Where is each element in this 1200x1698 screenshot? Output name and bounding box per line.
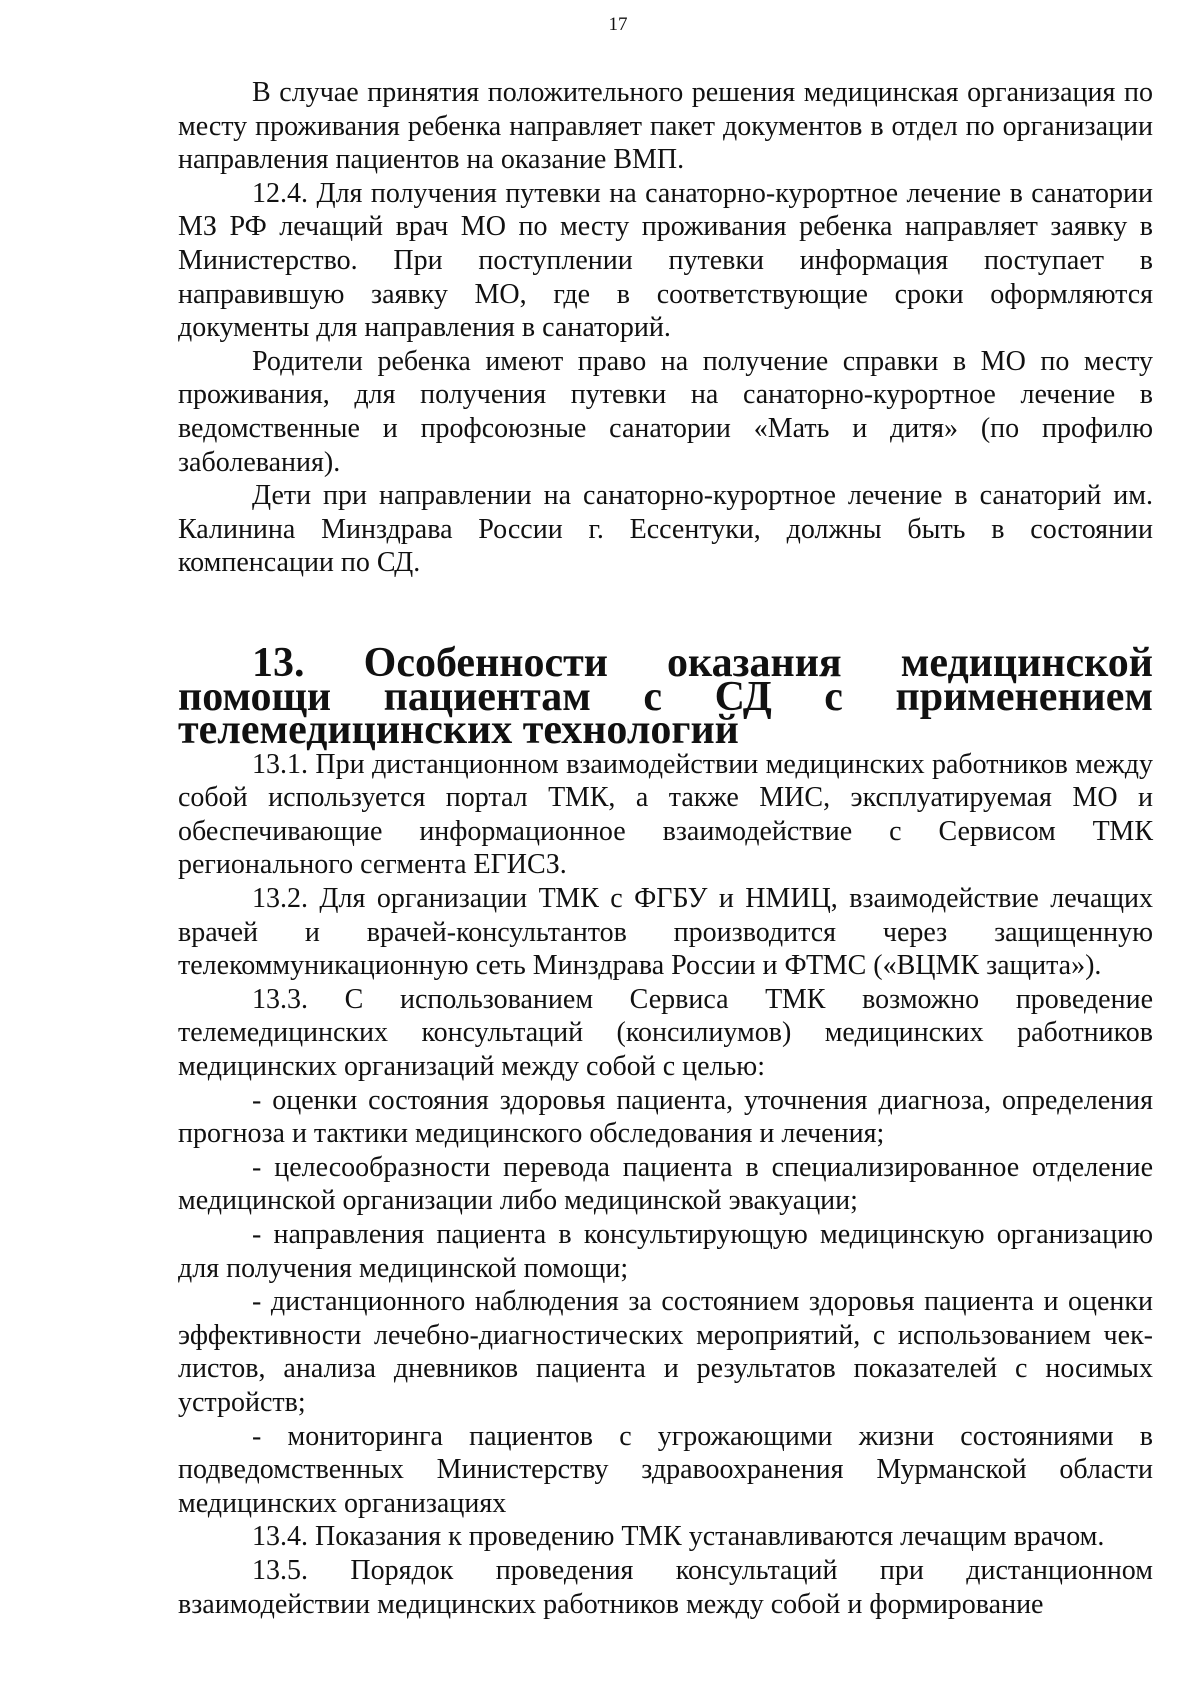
document-body <box>178 76 1153 1621</box>
paragraph-13-2: 13.2. Для организации ТМК с ФГБУ и НМИЦ, взаимодействие лечащих врачей и врачей-консультантов производится через защищенную телекоммуникационную сеть Минздрава России и ФТМС («ВЦМК защита»). <box>178 883 1153 982</box>
paragraph-13-4: 13.4. Показания к проведению ТМК устанавливаются лечащим врачом. <box>252 1521 1105 1553</box>
list-item-referral-consulting-org: - направления пациента в консультирующую медицинскую организацию для получения медицинской помощи; <box>178 1219 1153 1284</box>
section-spacer <box>178 580 1153 647</box>
paragraph-13-1: 13.1. При дистанционном взаимодействии медицинских работников между собой используется портал ТМК, а также МИС, эксплуатируемая МО и обеспечивающие информационное взаимодействие с Сервисом ТМК регионального сегмента ЕГИСЗ. <box>178 748 1153 881</box>
paragraph-parents-certificate: Родители ребенка имеют право на получение справки в МО по месту проживания, для получения путевки на санаторно-курортное лечение в ведомственные и профсоюзные санатории «Мать и дитя» (по профилю заболевания). <box>178 345 1153 478</box>
list-item-critical-monitoring: - мониторинга пациентов с угрожающими жизни состояниями в подведомственных Министерству здравоохранения Мурманской области медицинских организациях <box>178 1420 1153 1519</box>
paragraph-12-4: 12.4. Для получения путевки на санаторно-курортное лечение в санатории МЗ РФ лечащий врач МО по месту проживания ребенка направляет заявку в Министерство. При поступлении путевки информация поступает в направившую заявку МО, где в соответствующие сроки оформляются документы для направления в санаторий. <box>178 177 1153 344</box>
page-number: 17 <box>608 14 628 35</box>
section-13-heading: 13. Особенности оказания медицинской помощи пациентам с СД с применением телемедицинских технологий <box>178 639 1153 754</box>
list-item-health-assessment: - оценки состояния здоровья пациента, уточнения диагноза, определения прогноза и тактики медицинского обследования и лечения; <box>178 1084 1153 1150</box>
paragraph-vmp-referral: В случае принятия положительного решения медицинская организация по месту проживания ребенка направляет пакет документов в отдел по организации направления пациентов на оказание ВМП. <box>178 77 1153 176</box>
paragraph-13-5: 13.5. Порядок проведения консультаций при дистанционном взаимодействии медицинских работников между собой и формирование <box>178 1554 1153 1620</box>
paragraph-essentuki-sanatorium: Дети при направлении на санаторно-курортное лечение в санаторий им. Калинина Минздрава России г. Ессентуки, должны быть в состоянии компенсации по СД. <box>178 480 1153 579</box>
list-item-transfer-expediency: - целесообразности перевода пациента в специализированное отделение медицинской организации либо медицинской эвакуации; <box>178 1151 1153 1217</box>
list-item-remote-monitoring: - дистанционного наблюдения за состоянием здоровья пациента и оценки эффективности лечебно-диагностических мероприятий, с использованием чек- листов, анализа дневников пациента и результатов показателей с носимых устройств; <box>178 1286 1153 1418</box>
paragraph-13-3: 13.3. С использованием Сервиса ТМК возможно проведение телемедицинских консультаций (консилиумов) медицинских работников медицинских организаций между собой с целью: <box>178 983 1153 1083</box>
